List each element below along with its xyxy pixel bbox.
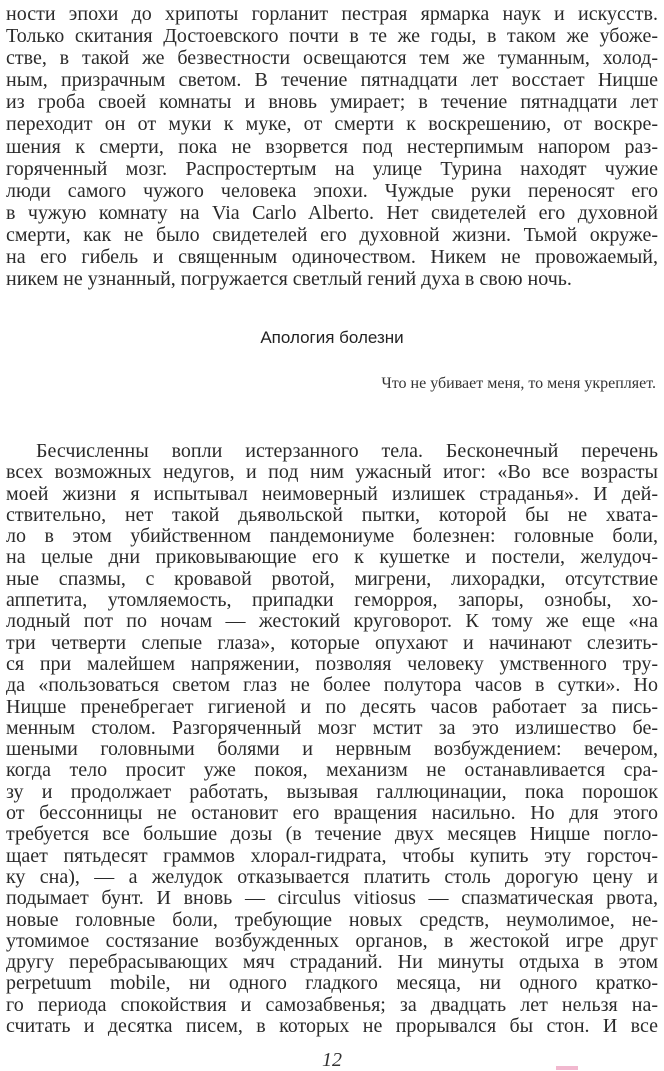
text-line-content: ным, призрачным светом. В течение пятнадцати лет восстает Ницше [6,69,658,92]
text-line-content: щает пятьдесят граммов хлорал-гидрата, чтобы купить эту горсточ- [6,844,658,867]
text-line-content: от бессонницы не остановит его вращения насильно. Но для этого [6,802,658,825]
text-line [6,526,658,547]
text-line [6,760,658,781]
text-line-content: люди самого чужого человека эпохи. Чуждые руки переносят его [6,179,658,202]
text-line-content: на его гибель и священным одиночеством. Никем не провожаемый, [6,246,658,269]
page-number: 12 [322,1049,342,1071]
text-line [6,633,658,654]
text-line [6,268,658,290]
text-line [6,1016,658,1037]
text-line [6,69,658,91]
text-line-content: в чужую комнату на Via Carlo Alberto. Нет свидетелей его духовной [6,201,658,224]
text-line [6,484,658,505]
text-line [6,91,658,113]
text-line-content: горяченный мозг. Распростертым на улице Турина находят чужие [6,157,658,180]
text-line-content: ку сна), — а желудок отказывается платить столь дорогую цену и [6,865,658,888]
text-line-content: всех возможных недугов, и под ним ужасный итог: «Во все возрасты [6,461,658,484]
text-line [6,113,658,135]
text-line [6,739,658,760]
text-line-content: моей жизни я испытывал неимоверный излишек страданья». И дей- [6,482,658,505]
text-line [6,505,658,526]
paragraph-main [6,441,658,1037]
text-line [6,202,658,224]
text-line [6,3,658,25]
text-line-content: ся при малейшем напряжении, позволяя человеку умственного тру- [6,652,658,675]
text-line-content: утомимое состязание возбужденных органов, в жестокой игре друг [6,929,658,952]
text-line [6,47,658,69]
text-line-content: считать и десятка писем, в которых не прорывался бы стон. И все [6,1015,658,1038]
text-line-content: требуется все большие дозы (в течение двух месяцев Ницше погло- [6,823,658,846]
text-line [6,782,658,803]
text-line [6,25,658,47]
text-line [6,590,658,611]
text-line-content: когда тело просит уже покоя, механизм не останавливается сра- [6,759,658,782]
text-line [6,547,658,568]
text-line [6,718,658,739]
text-line [6,675,658,696]
text-line-content: шеными головными болями и нервным возбуждением: вечером, [6,738,658,761]
text-line [6,697,658,718]
text-line-content: шения к смерти, пока не взорвется под нестерпимым напором раз- [6,135,658,158]
text-line [6,224,658,246]
text-line-content: смерти, как не было свидетелей его духовной жизни. Тьмой окруже- [6,223,658,246]
text-line-content: переходит он от муки к муке, от смерти к воскрешению, от воскре- [6,113,658,136]
text-line-content: зу и продолжает работать, вызывая галлюцинации, пока порошок [6,780,658,803]
text-line [6,931,658,952]
text-line [6,952,658,973]
text-line [6,995,658,1016]
text-line [6,867,658,888]
text-line-content: Только скитания Достоевского почти в те же годы, в таком же убоже- [6,25,658,48]
text-line [6,803,658,824]
text-line-content: на целые дни приковывающие его к кушетке и постели, желудоч- [6,546,658,569]
section-heading: Апология болезни [260,328,404,347]
text-line [6,654,658,675]
epigraph: Что не убивает меня, то меня укрепляет. [381,375,656,392]
text-line [6,441,658,462]
text-line-content: три четверти слепые глаза», которые опухают и начинают слезить- [6,631,658,654]
text-line [6,888,658,909]
text-line-content: лодный пот по ночам — жестокий круговорот. К тому же еще «на [6,610,658,633]
text-line-content: ло в этом убийственном пандемониуме болезнен: головные боли, [6,525,658,548]
text-line-content: из гроба своей комнаты и вновь умирает; в течение пятнадцати лет [6,91,658,114]
text-line [6,973,658,994]
paragraph-continuation [6,3,658,290]
text-line-content: ные спазмы, с кровавой рвотой, мигрени, лихорадки, отсутствие [6,567,658,590]
text-line [6,611,658,632]
text-line-content: другу перебрасывающих мяч страданий. Ни минуты отдыха в этом [6,951,658,974]
text-line-content: ствительно, нет такой дьявольской пытки, которой бы не хвата- [6,503,658,526]
text-line-content: менным столом. Разгоряченный мозг мстит за это излишество бе- [6,716,658,739]
text-line-content: новые головные боли, требующие новых средств, неумолимое, не- [6,908,658,931]
text-line [6,136,658,158]
text-line-content: го периода спокойствия и самозабвенья; за двадцать лет нельзя на- [6,993,658,1016]
text-line-content: стве, в такой же безвестности освещаются тем же туманным, холод- [6,47,658,70]
text-line [6,246,658,268]
text-line-content: никем не узнанный, погружается светлый гений духа в свою ночь. [6,268,572,291]
text-line-content: подымает бунт. И вновь — circulus vitiosus — спазматическая рвота, [6,887,658,910]
text-line-content: perpetuum mobile, ни одного гладкого месяца, ни одного кратко- [6,972,658,995]
pink-scan-mark [556,1066,578,1070]
text-line-content: ности эпохи до хрипоты горланит пестрая ярмарка наук и искусств. [6,3,658,25]
text-line [6,846,658,867]
text-line [6,824,658,845]
text-line [6,158,658,180]
text-line [6,180,658,202]
text-line [6,569,658,590]
text-line-content: аппетита, утомляемость, припадки геморроя, запоры, ознобы, хо- [6,589,658,612]
text-line [6,910,658,931]
text-line-content: да «пользоваться светом глаз не более полутора часов в сутки». Но [6,674,658,697]
text-line [6,462,658,483]
text-line-content: Бесчисленны вопли истерзанного тела. Бесконечный перечень [36,440,658,462]
text-line-content: Ницше пренебрегает гигиеной и по десять часов работает за пись- [6,695,658,718]
